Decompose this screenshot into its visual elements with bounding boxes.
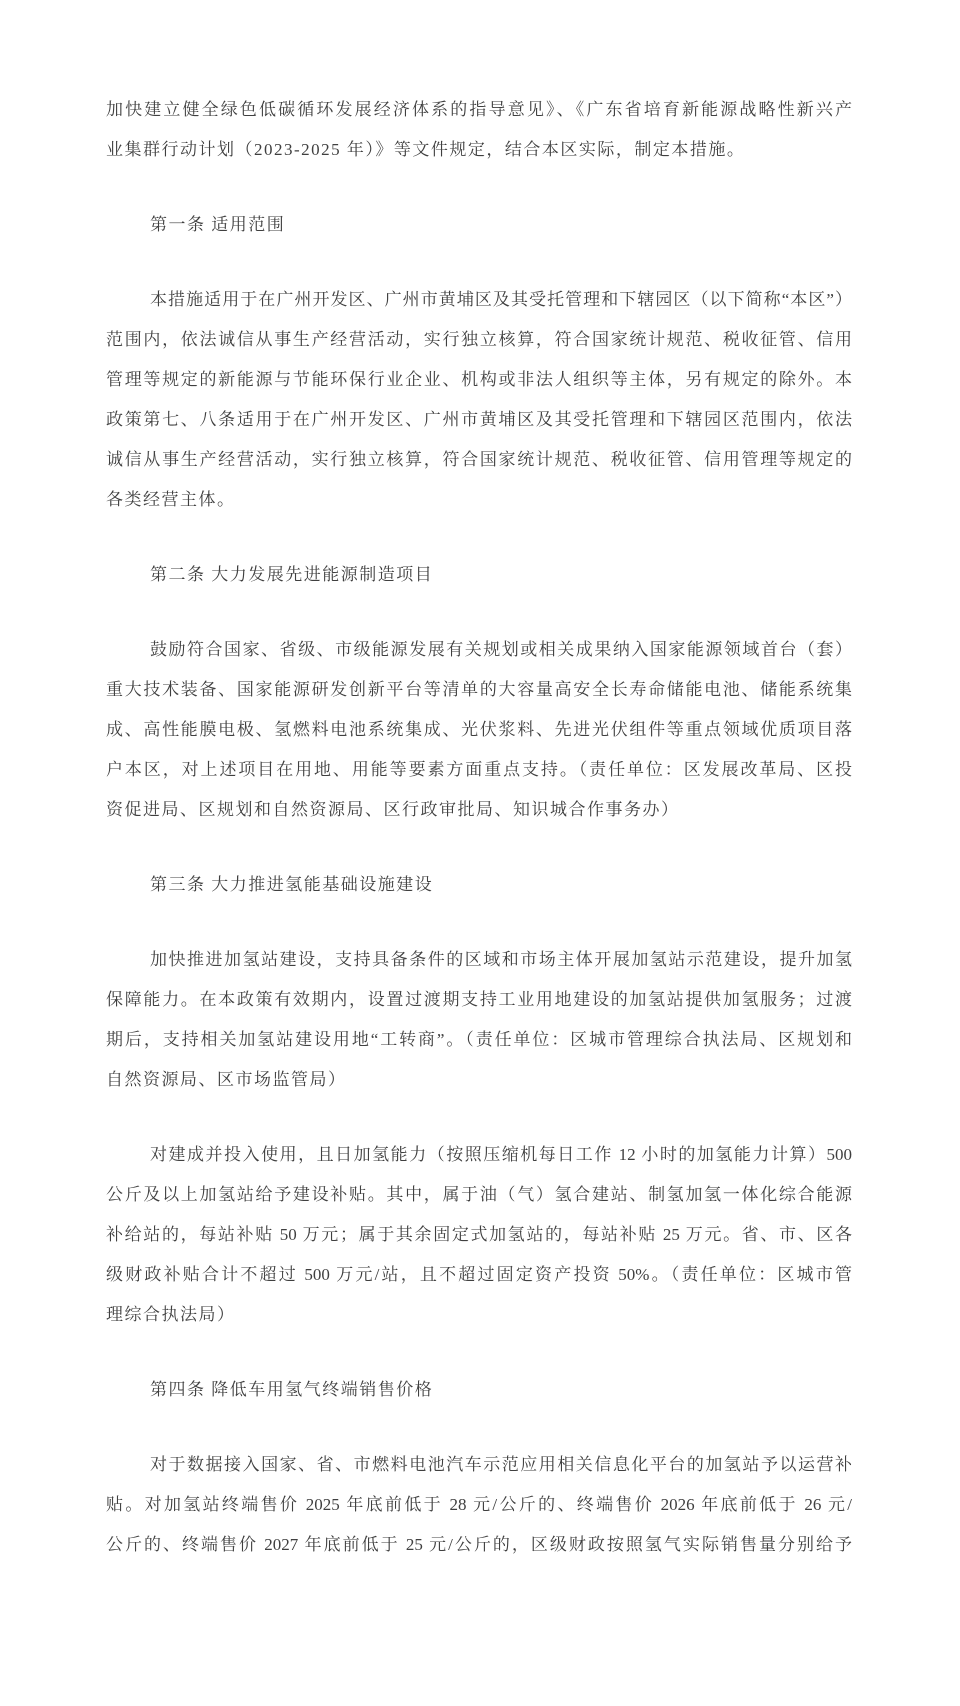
text-line: 保障能力。在本政策有效期内，设置过渡期支持工业用地建设的加氢站提供加氢服务；过渡 [106,990,852,1009]
text-line: 政策第七、八条适用于在广州开发区、广州市黄埔区及其受托管理和下辖园区范围内，依法 [106,410,852,429]
paragraph [106,940,852,1100]
text-line: 户本区，对上述项目在用地、用能等要素方面重点支持。（责任单位：区发展改革局、区投 [106,760,852,779]
text-line: 管理等规定的新能源与节能环保行业企业、机构或非法人组织等主体，另有规定的除外。本 [106,370,852,389]
text-line: 对于数据接入国家、省、市燃料电池汽车示范应用相关信息化平台的加氢站予以运营补 [150,1455,852,1474]
text-line: 加快推进加氢站建设，支持具备条件的区域和市场主体开展加氢站示范建设，提升加氢 [150,950,852,969]
text-line: 补给站的，每站补贴 50 万元；属于其余固定式加氢站的，每站补贴 25 万元。省、市、区各 [106,1225,852,1244]
text-line: 范围内，依法诚信从事生产经营活动，实行独立核算，符合国家统计规范、税收征管、信用 [106,330,852,349]
paragraph [106,1135,852,1335]
text-line: 各类经营主体。 [106,490,236,509]
text-line: 级财政补贴合计不超过 500 万元/站，且不超过固定资产投资 50%。（责任单位：区城市管 [106,1265,852,1284]
heading-text-line: 第四条 降低车用氢气终端销售价格 [150,1380,434,1399]
paragraph [106,90,852,170]
text-line: 自然资源局、区市场监管局） [106,1070,347,1089]
text-line: 公斤及以上加氢站给予建设补贴。其中，属于油（气）氢合建站、制氢加氢一体化综合能源 [106,1185,852,1204]
section-heading [106,865,852,905]
text-line: 成、高性能膜电极、氢燃料电池系统集成、光伏浆料、先进光伏组件等重点领域优质项目落 [106,720,852,739]
heading-text-line: 第三条 大力推进氢能基础设施建设 [150,875,434,894]
text-line: 诚信从事生产经营活动，实行独立核算，符合国家统计规范、税收征管、信用管理等规定的 [106,450,852,469]
text-line: 本措施适用于在广州开发区、广州市黄埔区及其受托管理和下辖园区（以下简称“本区”） [150,290,852,309]
heading-text-line: 第一条 适用范围 [150,215,286,234]
text-line: 鼓励符合国家、省级、市级能源发展有关规划或相关成果纳入国家能源领域首台（套） [150,640,852,659]
text-line: 重大技术装备、国家能源研发创新平台等清单的大容量高安全长寿命储能电池、储能系统集 [106,680,852,699]
paragraph [106,1445,852,1565]
section-heading [106,205,852,245]
section-heading [106,1370,852,1410]
text-line: 贴。对加氢站终端售价 2025 年底前低于 28 元/公斤的、终端售价 2026 年底前低于 26 元/ [106,1495,852,1514]
section-heading [106,555,852,595]
paragraph [106,280,852,520]
text-line: 理综合执法局） [106,1305,236,1324]
paragraph [106,630,852,830]
text-line: 公斤的、终端售价 2027 年底前低于 25 元/公斤的，区级财政按照氢气实际销售量分别给予 [106,1535,852,1554]
text-line: 期后，支持相关加氢站建设用地“工转商”。（责任单位：区城市管理综合执法局、区规划和 [106,1030,852,1049]
text-line: 加快建立健全绿色低碳循环发展经济体系的指导意见》、《广东省培育新能源战略性新兴产 [106,100,852,119]
text-line: 资促进局、区规划和自然资源局、区行政审批局、知识城合作事务办） [106,800,680,819]
heading-text-line: 第二条 大力发展先进能源制造项目 [150,565,434,584]
text-line: 业集群行动计划（2023-2025 年）》等文件规定，结合本区实际，制定本措施。 [106,140,746,159]
text-line: 对建成并投入使用，且日加氢能力（按照压缩机每日工作 12 小时的加氢能力计算）500 [150,1145,852,1164]
